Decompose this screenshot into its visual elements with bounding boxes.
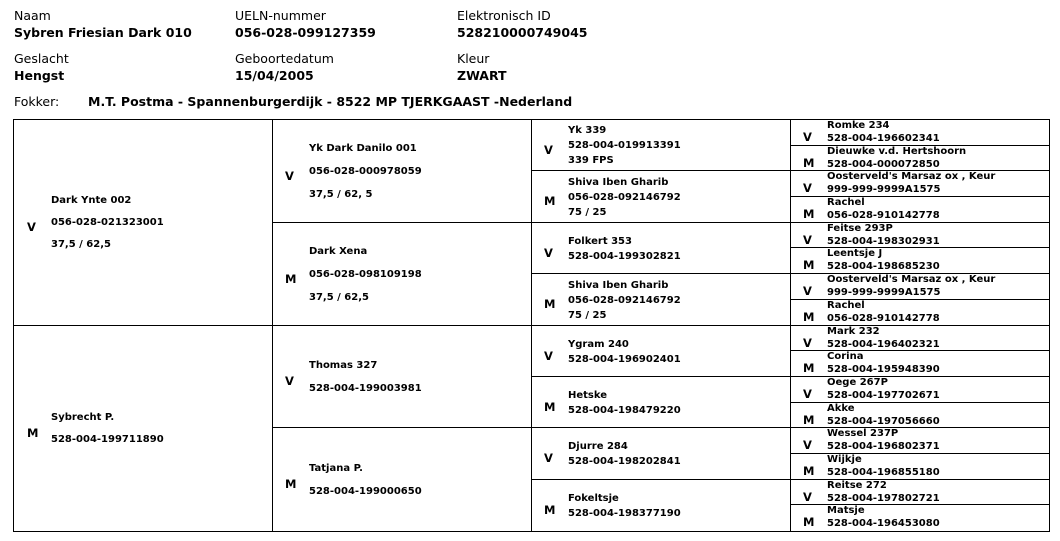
pedigree-cell-gen4	[791, 300, 1049, 326]
pedigree-cell-gen4	[791, 480, 1049, 505]
pedigree-cell-gen3	[532, 274, 791, 326]
kleur-value: ZWART	[457, 68, 507, 83]
horse-info	[568, 491, 681, 521]
sex-marker: M	[803, 361, 815, 375]
horse-name: Shiva Iben Gharib	[568, 177, 669, 188]
sex-marker: M	[544, 297, 556, 311]
horse-name: Sybrecht P.	[51, 412, 115, 423]
pedigree-cell-gen3	[532, 171, 791, 223]
horse-id: 056-028-000978059	[309, 166, 422, 177]
horse-name: Yk 339	[568, 125, 607, 136]
pedigree-cell-gen2	[273, 428, 532, 531]
pedigree-cell-gen2	[273, 223, 532, 326]
pedigree-cell-gen3	[532, 326, 791, 377]
horse-id: 528-004-198377190	[568, 508, 681, 519]
sex-marker: M	[803, 464, 815, 478]
horse-info	[827, 376, 940, 402]
fokker-row	[14, 94, 572, 109]
horse-name: Shiva Iben Gharib	[568, 280, 669, 291]
horse-info	[827, 402, 940, 428]
pedigree-cell-gen4	[791, 403, 1049, 428]
horse-id: 528-004-196602341	[827, 133, 940, 144]
horse-name: Reitse 272	[827, 480, 887, 491]
horse-info	[568, 388, 681, 418]
sex-marker: V	[544, 451, 553, 465]
pedigree-cell-gen2	[273, 326, 532, 428]
pedigree-cell-gen4	[791, 454, 1049, 480]
horse-id: 528-004-196402321	[827, 339, 940, 350]
horse-info	[827, 325, 940, 351]
horse-info	[309, 137, 422, 206]
pedigree-cell-gen4	[791, 171, 1049, 197]
horse-info	[568, 337, 681, 367]
horse-info	[827, 427, 940, 453]
horse-extra: 339 FPS	[568, 155, 614, 166]
horse-id: 528-004-196802371	[827, 441, 940, 452]
horse-id: 999-999-9999A1575	[827, 287, 941, 298]
horse-info	[827, 273, 995, 299]
horse-name: Fokeltsje	[568, 493, 619, 504]
horse-id: 056-028-910142778	[827, 313, 940, 324]
sex-marker: V	[544, 143, 553, 157]
horse-info	[568, 278, 681, 323]
sex-marker: V	[803, 387, 812, 401]
naam-value: Sybren Friesian Dark 010	[14, 25, 192, 40]
sex-marker: M	[544, 503, 556, 517]
pedigree-cell-gen4	[791, 146, 1049, 171]
horse-name: Romke 234	[827, 120, 890, 131]
pedigree-cell-gen4	[791, 197, 1049, 223]
horse-info	[827, 350, 940, 376]
horse-id: 056-028-910142778	[827, 210, 940, 221]
horse-id: 528-004-198302931	[827, 236, 940, 247]
horse-name: Wessel 237P	[827, 428, 899, 439]
pedigree-cell-gen4	[791, 223, 1049, 248]
sex-marker: V	[285, 169, 294, 183]
horse-extra: 75 / 25	[568, 310, 607, 321]
sex-marker: V	[803, 438, 812, 452]
horse-name: Dark Ynte 002	[51, 195, 132, 206]
chip-block	[457, 7, 587, 42]
horse-name: Akke	[827, 403, 855, 414]
sex-marker: V	[803, 233, 812, 247]
horse-id: 528-004-199000650	[309, 486, 422, 497]
horse-info	[827, 453, 940, 479]
sex-marker: M	[803, 413, 815, 427]
horse-info	[827, 299, 940, 325]
ueln-value: 056-028-099127359	[235, 25, 376, 40]
geboortedatum-label: Geboortedatum	[235, 51, 334, 66]
horse-name: Wijkje	[827, 454, 862, 465]
horse-id: 528-004-196855180	[827, 467, 940, 478]
horse-name: Rachel	[827, 300, 865, 311]
geslacht-label: Geslacht	[14, 51, 69, 66]
sex-marker: V	[544, 246, 553, 260]
horse-name: Corina	[827, 351, 864, 362]
horse-info	[827, 222, 940, 248]
horse-id: 528-004-196453080	[827, 518, 940, 529]
horse-name: Djurre 284	[568, 441, 628, 452]
horse-info	[51, 190, 164, 256]
horse-id: 528-004-019913391	[568, 140, 681, 151]
horse-name: Dieuwke v.d. Hertshoorn	[827, 146, 967, 157]
pedigree-cell-gen1	[14, 120, 273, 326]
sex-marker: M	[803, 258, 815, 272]
horse-info	[309, 457, 422, 503]
horse-id: 528-004-199711890	[51, 434, 164, 445]
horse-id: 528-004-198479220	[568, 405, 681, 416]
horse-id: 528-004-198202841	[568, 456, 681, 467]
pedigree-cell-gen4	[791, 351, 1049, 377]
fokker-value: M.T. Postma - Spannenburgerdijk - 8522 MP TJERKGAAST -Nederland	[88, 94, 573, 109]
horse-name: Matsje	[827, 505, 865, 516]
chip-value: 528210000749045	[457, 25, 588, 40]
horse-id: 056-028-021323001	[51, 217, 164, 228]
naam-block	[14, 7, 192, 42]
horse-name: Leentsje J	[827, 248, 883, 259]
pedigree-cell-gen2	[273, 120, 532, 223]
sex-marker: V	[803, 490, 812, 504]
horse-name: Ygram 240	[568, 339, 629, 350]
ueln-label: UELN-nummer	[235, 8, 326, 23]
sex-marker: M	[544, 194, 556, 208]
horse-id: 528-004-197056660	[827, 416, 940, 427]
horse-id: 056-028-092146792	[568, 192, 681, 203]
pedigree-cell-gen3	[532, 428, 791, 480]
pedigree-cell-gen3	[532, 480, 791, 531]
horse-info	[827, 119, 940, 145]
horse-info	[827, 196, 940, 222]
sex-marker: V	[803, 181, 812, 195]
ueln-block	[235, 7, 376, 42]
sex-marker: M	[285, 477, 297, 491]
pedigree-cell-gen4	[791, 377, 1049, 403]
fokker-label: Fokker:	[14, 94, 60, 109]
horse-id: 528-004-197702671	[827, 390, 940, 401]
horse-info	[827, 170, 995, 196]
sex-marker: V	[544, 349, 553, 363]
horse-extra: 37,5 / 62,5	[51, 239, 111, 250]
horse-name: Thomas 327	[309, 360, 378, 371]
horse-info	[309, 240, 422, 309]
pedigree-cell-gen3	[532, 377, 791, 428]
geboortedatum-value: 15/04/2005	[235, 68, 314, 83]
horse-name: Feitse 293P	[827, 223, 893, 234]
sex-marker: V	[803, 336, 812, 350]
sex-marker: M	[285, 272, 297, 286]
sex-marker: M	[803, 207, 815, 221]
horse-name: Dark Xena	[309, 246, 368, 257]
geslacht-value: Hengst	[14, 68, 65, 83]
horse-id: 056-028-092146792	[568, 295, 681, 306]
horse-info	[568, 439, 681, 469]
horse-id: 528-004-000072850	[827, 159, 940, 170]
pedigree-cell-gen1	[14, 326, 273, 531]
pedigree-cell-gen4	[791, 274, 1049, 300]
horse-name: Hetske	[568, 390, 608, 401]
horse-id: 528-004-196902401	[568, 354, 681, 365]
sex-marker: V	[27, 220, 36, 234]
horse-info	[827, 247, 940, 273]
horse-id: 528-004-195948390	[827, 364, 940, 375]
horse-name: Folkert 353	[568, 236, 632, 247]
geboortedatum-block	[235, 50, 334, 85]
pedigree-cell-gen4	[791, 120, 1049, 146]
chip-label: Elektronisch ID	[457, 8, 551, 23]
horse-info	[309, 354, 422, 400]
pedigree-table	[13, 119, 1050, 532]
sex-marker: M	[803, 156, 815, 170]
horse-info	[827, 145, 966, 171]
pedigree-cell-gen3	[532, 223, 791, 274]
horse-name: Rachel	[827, 197, 865, 208]
horse-id: 528-004-199302821	[568, 251, 681, 262]
sex-marker: M	[27, 426, 39, 440]
sex-marker: M	[544, 400, 556, 414]
horse-name: Mark 232	[827, 326, 880, 337]
horse-extra: 75 / 25	[568, 207, 607, 218]
pedigree-cell-gen4	[791, 248, 1049, 274]
pedigree-cell-gen4	[791, 505, 1049, 531]
kleur-label: Kleur	[457, 51, 490, 66]
horse-name: Oege 267P	[827, 377, 888, 388]
horse-info	[568, 234, 681, 264]
horse-id: 999-999-9999A1575	[827, 184, 941, 195]
horse-extra: 37,5 / 62, 5	[309, 189, 373, 200]
horse-id: 056-028-098109198	[309, 269, 422, 280]
sex-marker: V	[803, 130, 812, 144]
horse-info	[568, 175, 681, 220]
naam-label: Naam	[14, 8, 51, 23]
pedigree-cell-gen4	[791, 428, 1049, 454]
horse-name: Oosterveld's Marsaz ox , Keur	[827, 171, 996, 182]
sex-marker: M	[803, 310, 815, 324]
horse-id: 528-004-199003981	[309, 383, 422, 394]
horse-name: Oosterveld's Marsaz ox , Keur	[827, 274, 996, 285]
sex-marker: M	[803, 515, 815, 529]
pedigree-cell-gen4	[791, 326, 1049, 351]
horse-name: Tatjana P.	[309, 463, 363, 474]
horse-id: 528-004-198685230	[827, 261, 940, 272]
sex-marker: V	[285, 374, 294, 388]
horse-info	[568, 123, 681, 168]
horse-info	[51, 407, 164, 451]
horse-id: 528-004-197802721	[827, 493, 940, 504]
horse-extra: 37,5 / 62,5	[309, 292, 369, 303]
geslacht-block	[14, 50, 69, 85]
pedigree-cell-gen3	[532, 120, 791, 171]
horse-info	[827, 504, 940, 530]
horse-name: Yk Dark Danilo 001	[309, 143, 417, 154]
kleur-block	[457, 50, 507, 85]
sex-marker: V	[803, 284, 812, 298]
horse-info	[827, 479, 940, 505]
